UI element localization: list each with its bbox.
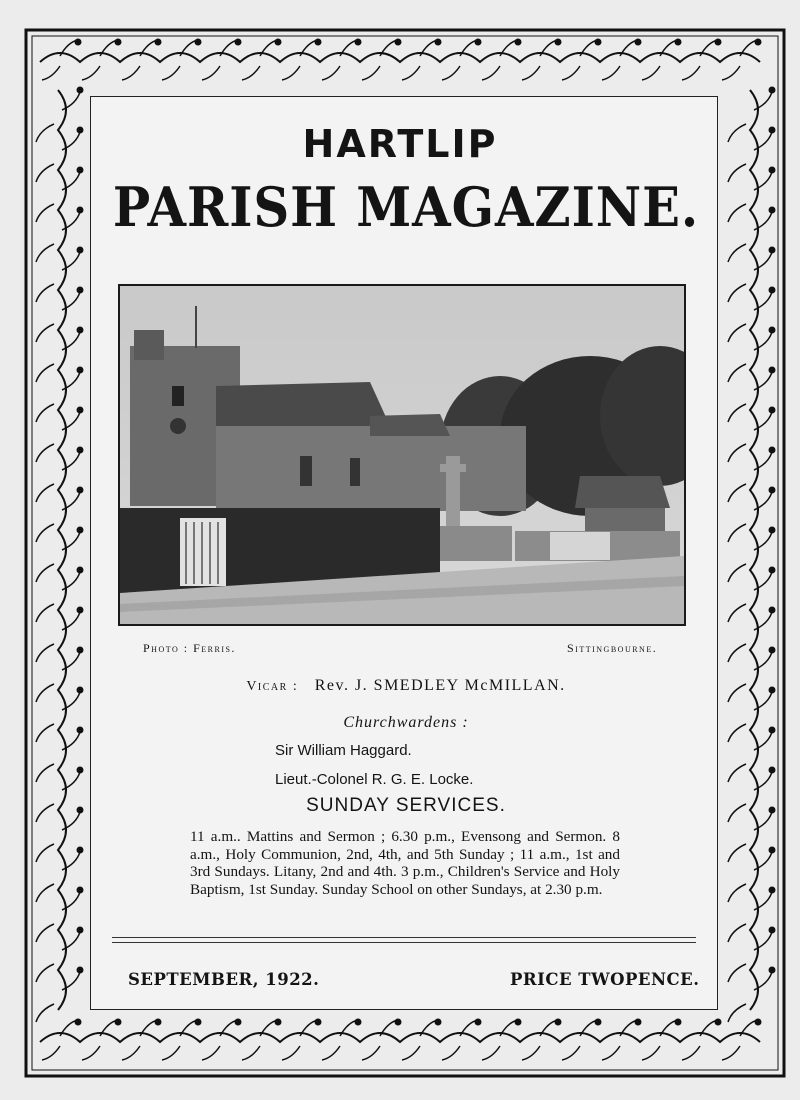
church-photograph <box>118 284 686 626</box>
churchwardens-heading: Churchwardens : <box>343 714 469 731</box>
masthead-place: HARTLIP <box>302 122 498 166</box>
services-heading: SUNDAY SERVICES. <box>306 795 506 816</box>
churchwarden-2: Lieut.-Colonel R. G. E. Locke. <box>275 771 474 788</box>
vicar-label: Vicar : <box>246 679 299 694</box>
vicar-name: Rev. J. SMEDLEY McMILLAN. <box>314 677 566 694</box>
churchwarden-1: Sir William Haggard. <box>275 742 412 759</box>
issue-date: SEPTEMBER, 1922. <box>128 970 320 989</box>
divider-rule <box>112 942 696 943</box>
photo-location: Sittingbourne. <box>567 641 658 655</box>
services-text: 11 a.m.. Mattins and Sermon ; 6.30 p.m., Evensong and Sermon. 8 a.m., Holy Communion, 2nd, 4th, and 5th Sunday ; 11 a.m., 1st and 3rd Sundays. Litany, 2nd and 4th. 3 p.m., Children's Service and Holy Baptism, 1st Sunday. Sunday School on other Sundays, at 2.30 p.m. <box>190 828 620 898</box>
divider-rule <box>112 937 696 938</box>
vicar-line <box>0 677 800 695</box>
price: PRICE TWOPENCE. <box>510 970 700 989</box>
photo-credit: Photo : Ferris. <box>143 641 236 655</box>
masthead-title: PARISH MAGAZINE. <box>112 175 700 239</box>
